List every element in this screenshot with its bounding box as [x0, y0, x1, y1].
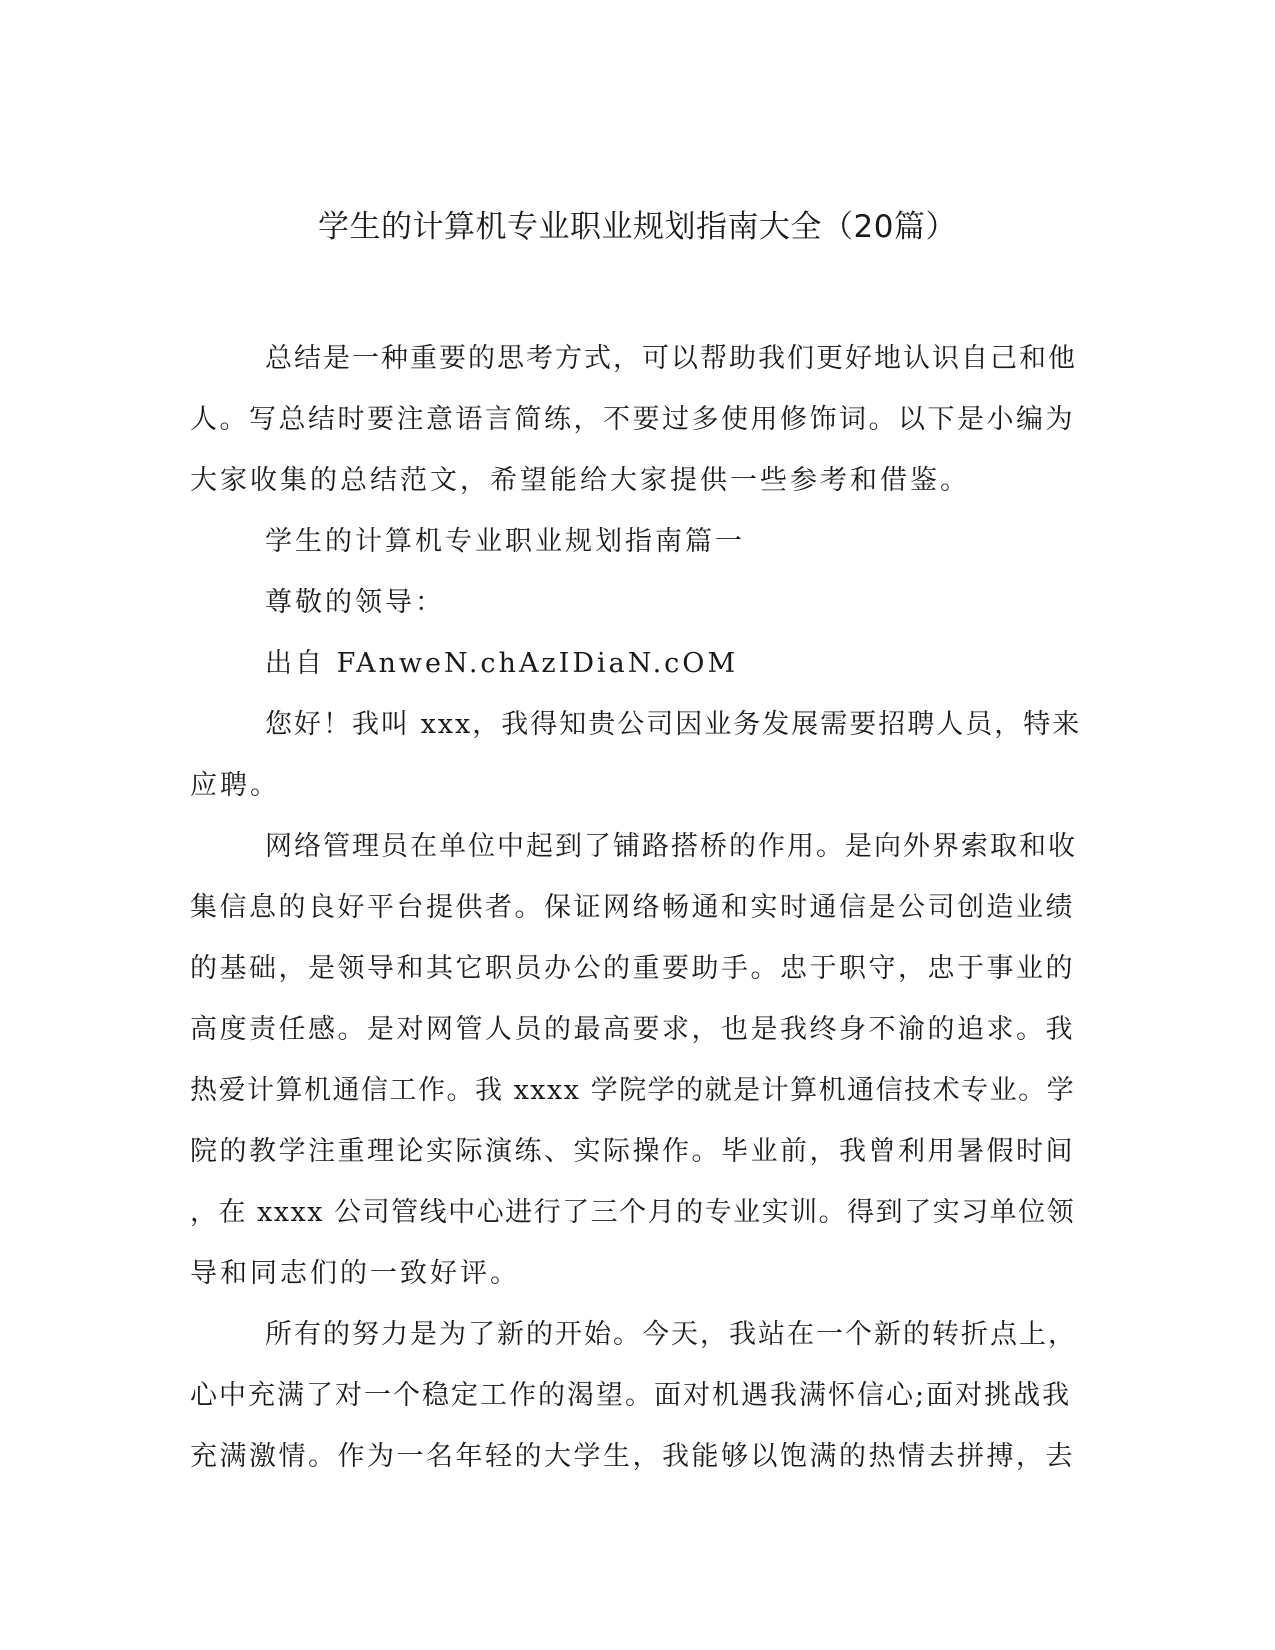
text-line: 院的教学注重理论实际演练、实际操作。毕业前，我曾利用暑假时间 [190, 1136, 1075, 1167]
document-body [190, 328, 1082, 1487]
text-line: 心中充满了对一个稳定工作的渴望。面对机遇我满怀信心;面对挑战我 [190, 1380, 1072, 1411]
text-line: 集信息的良好平台提供者。保证网络畅通和实时通信是公司创造业绩 [190, 892, 1075, 923]
text-line: 网络管理员在单位中起到了铺路搭桥的作用。是向外界索取和收 [265, 831, 1077, 862]
text-line: 所有的努力是为了新的开始。今天，我站在一个新的转折点上， [265, 1319, 1077, 1350]
text-line: 的基础，是领导和其它职员办公的重要助手。忠于职守，忠于事业的 [190, 953, 1075, 984]
text-line: 高度责任感。是对网管人员的最高要求，也是我终身不渝的追求。我 [190, 1014, 1075, 1045]
text-line: 总结是一种重要的思考方式，可以帮助我们更好地认识自己和他 [265, 343, 1077, 374]
text-line: 出自 FAnweN.chAzIDiaN.cOM [265, 648, 739, 679]
text-line: ，在 xxxx 公司管线中心进行了三个月的专业实训。得到了实习单位领 [190, 1197, 1076, 1228]
text-line: 学生的计算机专业职业规划指南篇一 [265, 526, 745, 557]
text-line: 导和同志们的一致好评。 [190, 1258, 520, 1289]
document-title: 学生的计算机专业职业规划指南大全（20篇） [318, 209, 957, 245]
text-line: 尊敬的领导： [265, 587, 445, 618]
text-line: 您好！我叫 xxx，我得知贵公司因业务发展需要招聘人员，特来 [265, 709, 1082, 740]
text-line: 充满激情。作为一名年轻的大学生，我能够以饱满的热情去拼搏，去 [190, 1441, 1075, 1472]
text-line: 人。写总结时要注意语言简练，不要过多使用修饰词。以下是小编为 [190, 404, 1075, 435]
text-line: 热爱计算机通信工作。我 xxxx 学院学的就是计算机通信技术专业。学 [190, 1075, 1076, 1106]
text-line: 大家收集的总结范文，希望能给大家提供一些参考和借鉴。 [190, 465, 970, 496]
text-line: 应聘。 [190, 770, 280, 801]
